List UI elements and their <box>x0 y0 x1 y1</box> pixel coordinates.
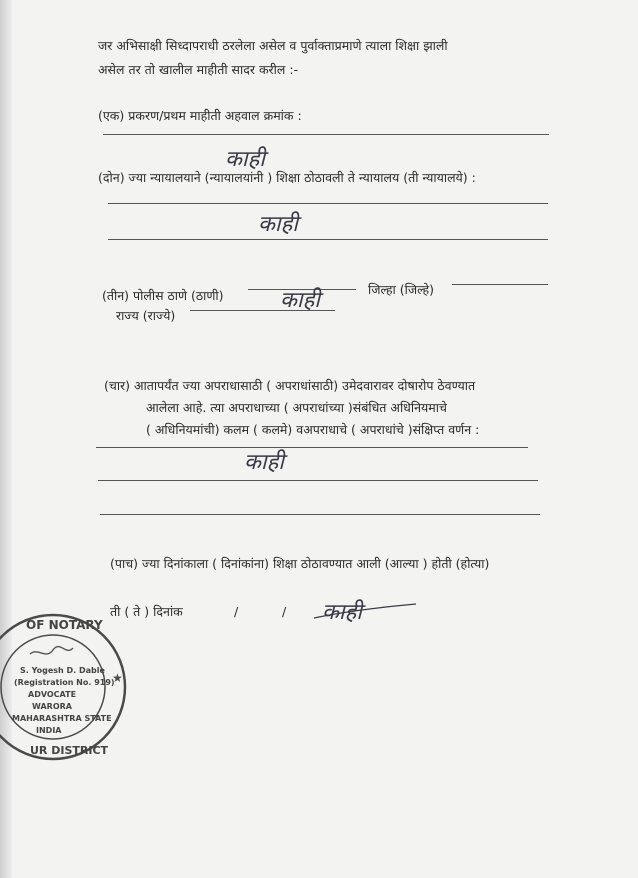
item-two-line-1 <box>108 203 548 204</box>
date-separator-2: / <box>282 604 287 619</box>
date-label: ती ( ते ) दिनांक <box>110 604 183 619</box>
intro-line-2: असेल तर तो खालील माहीती सादर करील :- <box>98 62 299 77</box>
item-four-handwritten: काही <box>244 450 284 475</box>
item-one-label: (एक) प्रकरण/प्रथम माहीती अहवाल क्रमांक : <box>98 108 302 123</box>
item-three-state-line <box>190 310 335 311</box>
stamp-country: INDIA <box>36 726 62 735</box>
stamp-bottom-text: UR DISTRICT <box>30 744 109 757</box>
item-three-district-line <box>452 284 548 285</box>
item-five-label: (पाच) ज्या दिनांकाला ( दिनांकांना) शिक्षा ठोठावण्यात आली (आल्या ) होती (होत्या) <box>110 556 490 571</box>
svg-text:★: ★ <box>112 671 123 685</box>
date-scribble <box>312 598 422 628</box>
stamp-registration: (Registration No. 919) <box>14 678 115 687</box>
item-three-handwritten: काही <box>280 288 320 313</box>
item-four-line-a <box>96 447 528 448</box>
item-four-line-2: आलेला आहे. त्या अपराधाच्या ( अपराधांच्या )संबंधित अधिनियमाचे <box>146 400 447 415</box>
item-four-line-3: ( अधिनियमांची) कलम ( कलमे) वअपराधाचे ( अपराधांचे )संक्षिप्त वर्णन : <box>146 422 480 437</box>
stamp-role: ADVOCATE <box>28 690 77 699</box>
item-four-line-c <box>100 514 540 515</box>
item-three-state-label: राज्य (राज्ये) <box>116 308 176 323</box>
item-one-line <box>103 134 549 135</box>
stamp-top-text: OF NOTARY <box>26 618 103 632</box>
item-four-line-b <box>98 480 538 481</box>
stamp-name: S. Yogesh D. Dable <box>20 666 105 675</box>
item-three-district-label: जिल्हा (जिल्हे) <box>368 282 435 297</box>
item-four-line-1: (चार) आतापर्यंत ज्या अपराधासाठी ( अपराधांसाठी) उमेदवारावर दोषारोप ठेवण्यात <box>104 378 476 393</box>
date-handwritten: काही <box>322 600 362 625</box>
item-two-line-2 <box>108 239 548 240</box>
item-two-label: (दोन) ज्या न्यायालयाने (न्यायालयांनी ) शिक्षा ठोठावली ते न्यायालय (ती न्यायालये) : <box>98 170 476 185</box>
intro-line-1: जर अभिसाक्षी सिध्दापराधी ठरलेला असेल व पुर्वाक्ताप्रमाणे त्याला शिक्षा झाली <box>98 38 448 53</box>
date-separator-1: / <box>234 604 239 619</box>
stamp-state: MAHARASHTRA STATE <box>12 714 112 723</box>
stamp-place: WARORA <box>32 702 72 711</box>
notary-stamp-seal-icon <box>0 612 128 762</box>
item-two-handwritten: काही <box>258 212 298 237</box>
item-three-label: (तीन) पोलीस ठाणे (ठाणी) <box>102 288 224 303</box>
item-one-handwritten: काही <box>225 147 265 172</box>
notary-stamp <box>0 612 128 762</box>
